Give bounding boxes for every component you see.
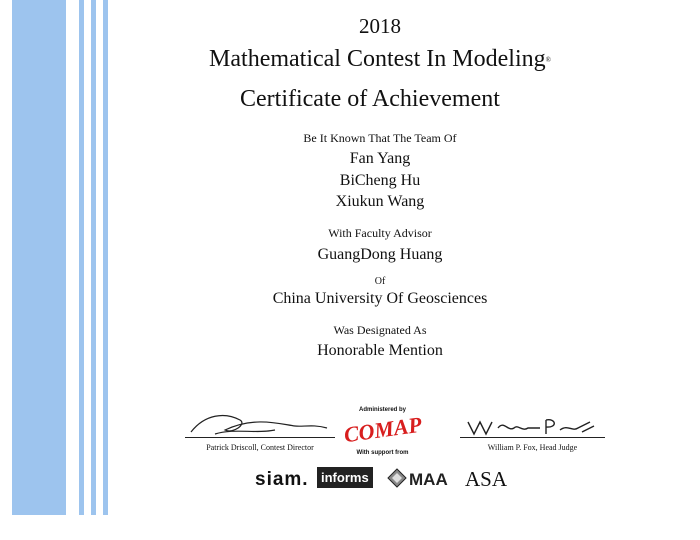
administered-by-label: Administered by	[358, 407, 406, 413]
maa-emblem-icon	[387, 467, 459, 493]
team-member: Xiukun Wang	[335, 193, 425, 210]
comap-block	[340, 407, 425, 456]
wide-stripe	[12, 0, 66, 515]
director-signature-block	[185, 410, 335, 452]
of-label: Of	[374, 276, 386, 287]
maa-logo	[387, 467, 459, 498]
svg-text:COMAP: COMAP	[341, 411, 423, 448]
advisor-name: GuangDong Huang	[317, 246, 443, 263]
director-caption: Patrick Driscoll, Contest Director	[206, 443, 314, 452]
judge-signature-block	[460, 410, 605, 452]
sponsor-logos	[255, 465, 515, 495]
signature-line	[185, 437, 335, 438]
judge-caption: William P. Fox, Head Judge	[487, 443, 578, 452]
registered-mark: ®	[545, 56, 551, 64]
award-title: Honorable Mention	[317, 342, 443, 359]
advisor-label: With Faculty Advisor	[328, 226, 432, 240]
judge-signature	[460, 410, 605, 438]
with-support-label: With support from	[356, 450, 409, 456]
svg-text:MAA: MAA	[409, 470, 448, 489]
informs-logo: informs	[317, 467, 373, 488]
designated-label: Was Designated As	[333, 323, 427, 337]
known-text: Be It Known That The Team Of	[303, 131, 457, 145]
certificate-title: Certificate of Achievement	[240, 86, 500, 112]
director-signature	[185, 410, 335, 438]
certificate-year: 2018	[359, 14, 401, 38]
team-member: BiCheng Hu	[339, 172, 421, 189]
decorative-stripes	[12, 0, 112, 515]
thin-stripe	[103, 0, 108, 515]
siam-logo: siam.	[255, 469, 309, 490]
contest-name-text: Mathematical Contest In Modeling	[209, 46, 546, 72]
signature-line	[460, 437, 605, 438]
thin-stripe	[91, 0, 96, 515]
comap-logo	[341, 411, 423, 448]
asa-logo: ASA	[465, 467, 508, 491]
school-name: China University Of Geosciences	[272, 290, 488, 307]
contest-name	[140, 46, 620, 73]
thin-stripe	[79, 0, 84, 515]
team-member: Fan Yang	[349, 150, 411, 167]
